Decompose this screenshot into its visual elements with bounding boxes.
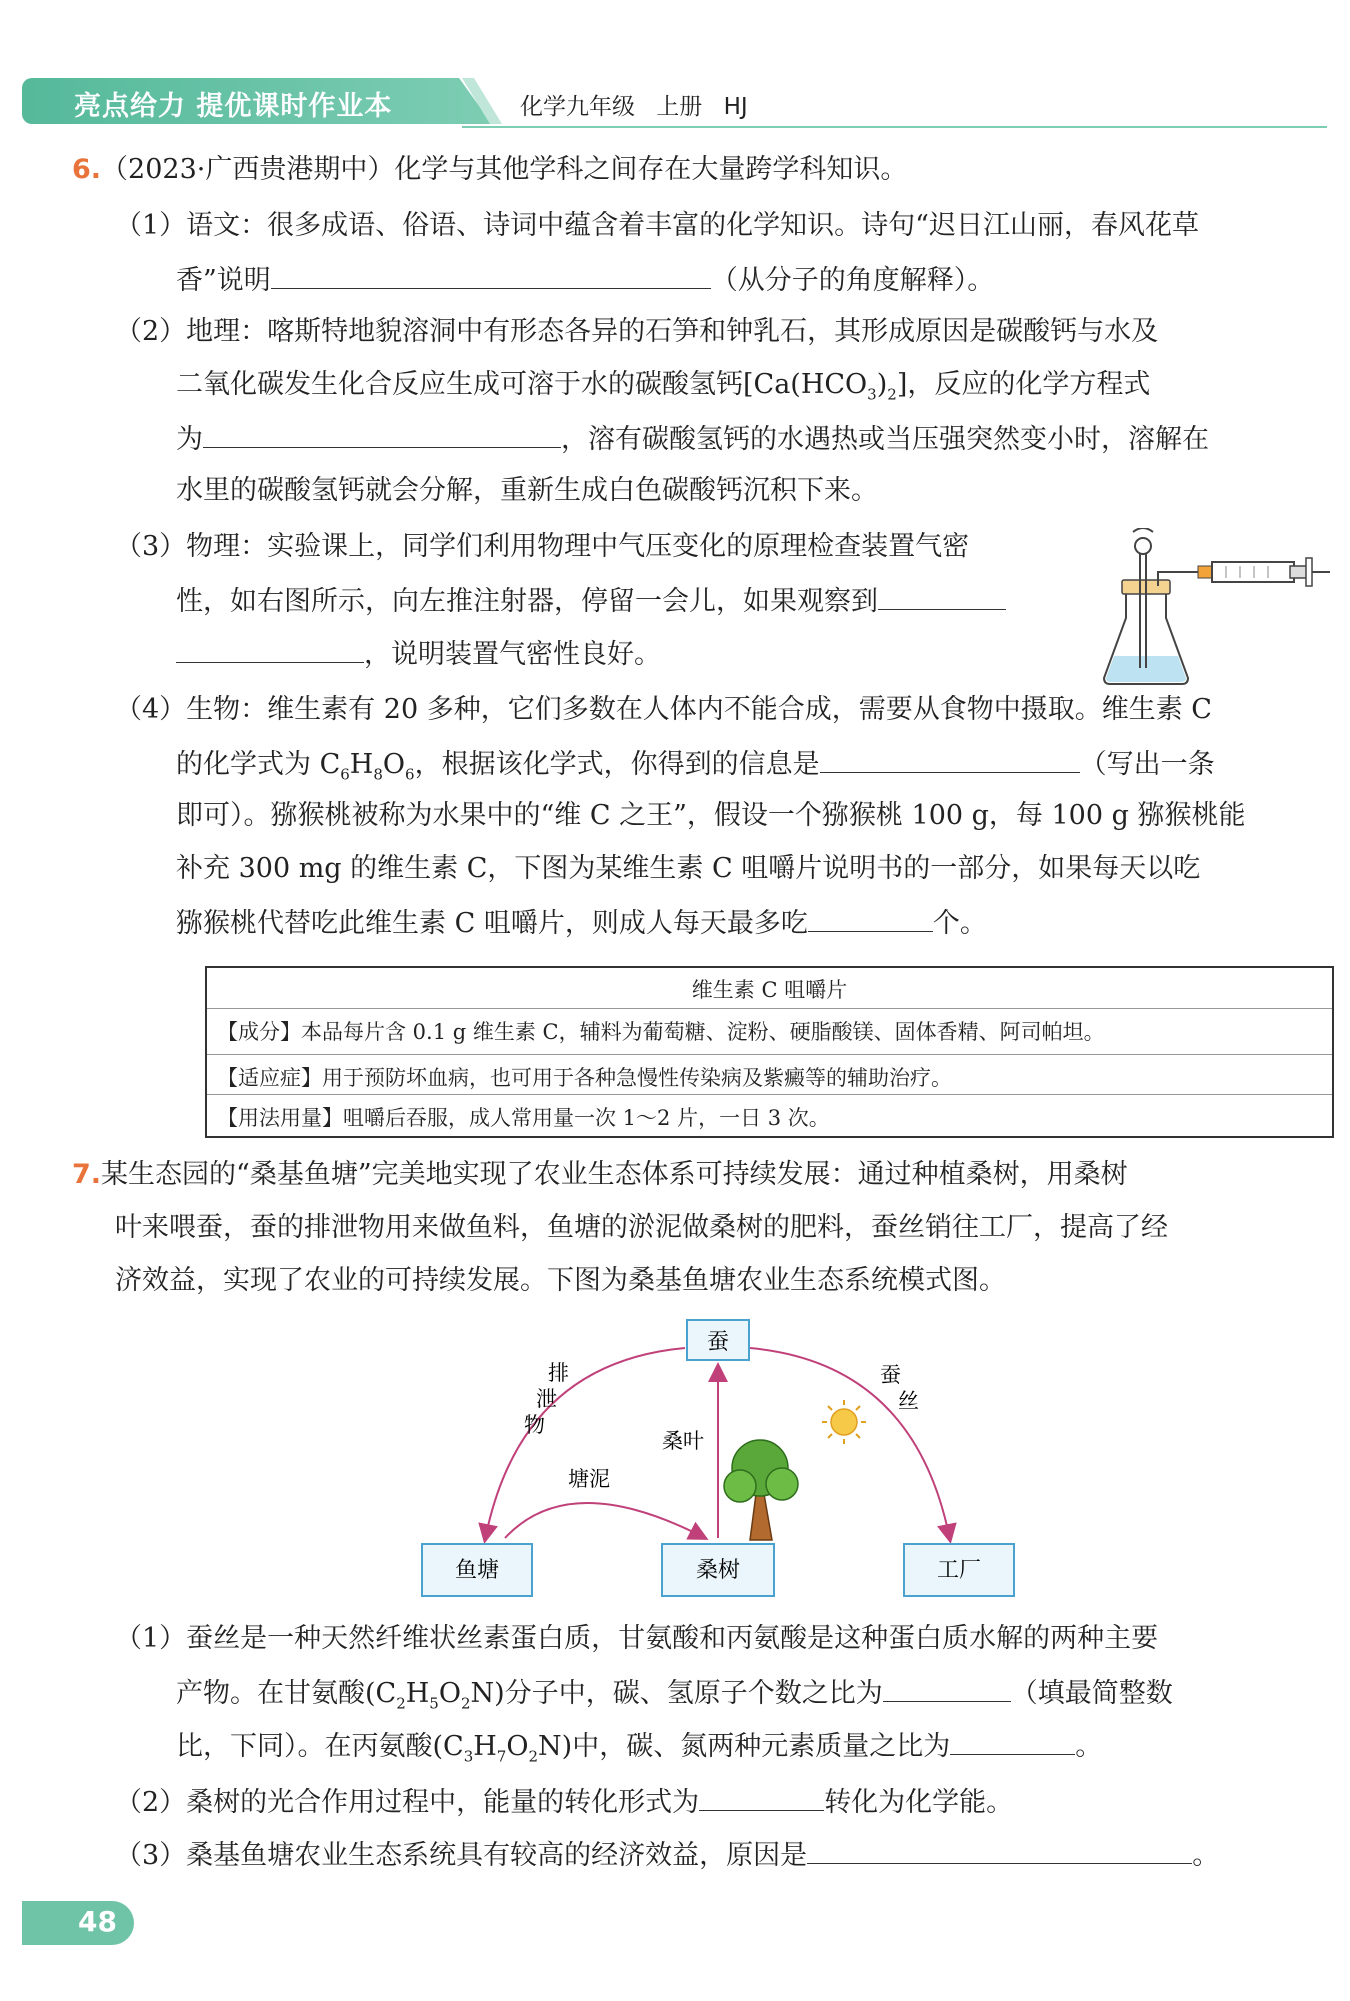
answer-blank[interactable] (883, 1675, 1011, 1702)
header-rule (462, 126, 1327, 128)
subject-label: 化学九年级 上册 HJ (520, 94, 748, 120)
q6-stem: 6.（2023·广西贵港期中）化学与其他学科之间存在大量跨学科知识。 (72, 154, 908, 185)
q7-line2: 叶来喂蚕，蚕的排泄物用来做鱼料，鱼塘的淤泥做桑树的肥料，蚕丝销往工厂，提高了经 (115, 1212, 1168, 1243)
sun-icon (822, 1400, 866, 1444)
q6-p3-line1: （3）物理：实验课上，同学们利用物理中气压变化的原理检查装置气密 (115, 531, 970, 562)
q6-p4-line4: 补充 300 mg 的维生素 C，下图为某维生素 C 咀嚼片说明书的一部分，如果每天以吃 (176, 853, 1201, 884)
svg-text:工厂: 工厂 (936, 1558, 982, 1583)
q7-p1-line1: （1）蚕丝是一种天然纤维状丝素蛋白质，甘氨酸和丙氨酸是这种蛋白质水解的两种主要 (115, 1623, 1159, 1654)
q6-p2-line3: 为 ，溶有碳酸氢钙的水遇热或当压强突然变小时，溶解在 (176, 421, 1209, 457)
q6-number: 6. (72, 154, 102, 185)
label-silk-1: 蚕 (880, 1363, 901, 1387)
arrow-excrement (485, 1348, 685, 1540)
label-excrement-1: 排 (548, 1361, 569, 1385)
mulberry-fishpond-diagram (410, 1318, 1030, 1600)
box-row-indications: 【适应症】用于预防坏血病，也可用于各种急慢性传染病及紫癜等的辅助治疗。 (217, 1066, 952, 1090)
q7-line3: 济效益，实现了农业的可持续发展。下图为桑基鱼塘农业生态系统模式图。 (115, 1265, 1006, 1296)
divider (207, 1008, 1332, 1009)
q6-p1-line1: （1）语文：很多成语、俗语、诗词中蕴含着丰富的化学知识。诗句“迟日江山丽，春风花草 (115, 210, 1199, 241)
label-silk-2: 丝 (898, 1389, 919, 1413)
svg-text:桑树: 桑树 (695, 1558, 741, 1583)
box-title: 维生素 C 咀嚼片 (691, 978, 848, 1002)
page-number-badge (22, 1901, 134, 1945)
svg-text:蚕: 蚕 (706, 1330, 730, 1355)
tree-icon (724, 1440, 798, 1540)
arrow-mud (505, 1503, 705, 1538)
q6-p4-line5: 猕猴桃代替吃此维生素 C 咀嚼片，则成人每天最多吃 个。 (176, 905, 987, 941)
page-header (22, 78, 1327, 130)
series-title: 亮点给力 提优课时作业本 (74, 91, 393, 122)
q7-p2: （2）桑树的光合作用过程中，能量的转化形式为 转化为化学能。 (115, 1784, 1013, 1820)
q6-p4-line3: 即可）。猕猴桃被称为水果中的“维 C 之王”，假设一个猕猴桃 100 g，每 100 g 猕猴桃能 (176, 800, 1246, 831)
answer-blank[interactable] (176, 636, 364, 663)
q6-p2-line2: 二氧化碳发生化合反应生成可溶于水的碳酸氢钙$[Ca(HCO_3)_2]$，反应的化学方程式 (176, 369, 1151, 404)
airtightness-apparatus (1100, 528, 1335, 688)
syringe-icon (1158, 558, 1330, 586)
box-row-dosage: 【用法用量】咀嚼后吞服，成人常用量一次 1～2 片，一日 3 次。 (217, 1106, 830, 1130)
q7-line1: 7.某生态园的“桑基鱼塘”完美地实现了农业生态体系可持续发展：通过种植桑树，用桑树 (72, 1159, 1128, 1190)
svg-text:鱼塘: 鱼塘 (454, 1558, 500, 1583)
vitamin-c-instructions (205, 966, 1334, 1138)
answer-blank[interactable] (203, 421, 561, 448)
answer-blank[interactable] (807, 1837, 1192, 1864)
label-excrement-2: 泄 (536, 1387, 557, 1411)
label-excrement-3: 物 (524, 1413, 545, 1437)
q6-p4-line2: 的化学式为 $C_6H_8O_6$，根据该化学式，你得到的信息是 （写出一条 (176, 746, 1215, 791)
answer-blank[interactable] (271, 262, 711, 289)
q7-number: 7. (72, 1159, 102, 1190)
divider (207, 1054, 1332, 1055)
box-row-ingredients: 【成分】本品每片含 0.1 g 维生素 C，辅料为葡萄糖、淀粉、硬脂酸镁、固体香精、阿司帕坦。 (217, 1020, 1105, 1044)
answer-blank[interactable] (699, 1784, 824, 1811)
q7-p1-line3: 比，下同）。在丙氨酸$(C_3H_7O_2N)$中，碳、氮两种元素质量之比为 。 (176, 1728, 1102, 1773)
q7-p3: （3）桑基鱼塘农业生态系统具有较高的经济效益，原因是 。 (115, 1837, 1219, 1873)
q6-p2-line1: （2）地理：喀斯特地貌溶洞中有形态各异的石笋和钟乳石，其形成原因是碳酸钙与水及 (115, 316, 1159, 347)
page-number: 48 (78, 1905, 117, 1938)
answer-blank[interactable] (820, 746, 1080, 773)
q6-p3-line3: ，说明装置气密性良好。 (176, 636, 661, 672)
q6-p2-line4: 水里的碳酸氢钙就会分解，重新生成白色碳酸钙沉积下来。 (176, 475, 878, 506)
q7-p1-line2: 产物。在甘氨酸$(C_2H_5O_2N)$分子中，碳、氢原子个数之比为 （填最简整数 (176, 1675, 1173, 1720)
answer-blank[interactable] (808, 905, 933, 932)
label-leaves: 桑叶 (662, 1429, 704, 1453)
answer-blank[interactable] (878, 583, 1006, 610)
q6-p4-line1: （4）生物：维生素有 20 多种，它们多数在人体内不能合成，需要从食物中摄取。维生素 C (115, 694, 1212, 725)
divider (207, 1094, 1332, 1095)
q6-p3-line2: 性，如右图所示，向左推注射器，停留一会儿，如果观察到 (176, 583, 1006, 619)
answer-blank[interactable] (950, 1728, 1075, 1755)
q6-p1-line2: 香”说明 （从分子的角度解释）。 (176, 262, 994, 298)
label-mud: 塘泥 (568, 1467, 610, 1491)
arrow-silk (750, 1348, 950, 1540)
